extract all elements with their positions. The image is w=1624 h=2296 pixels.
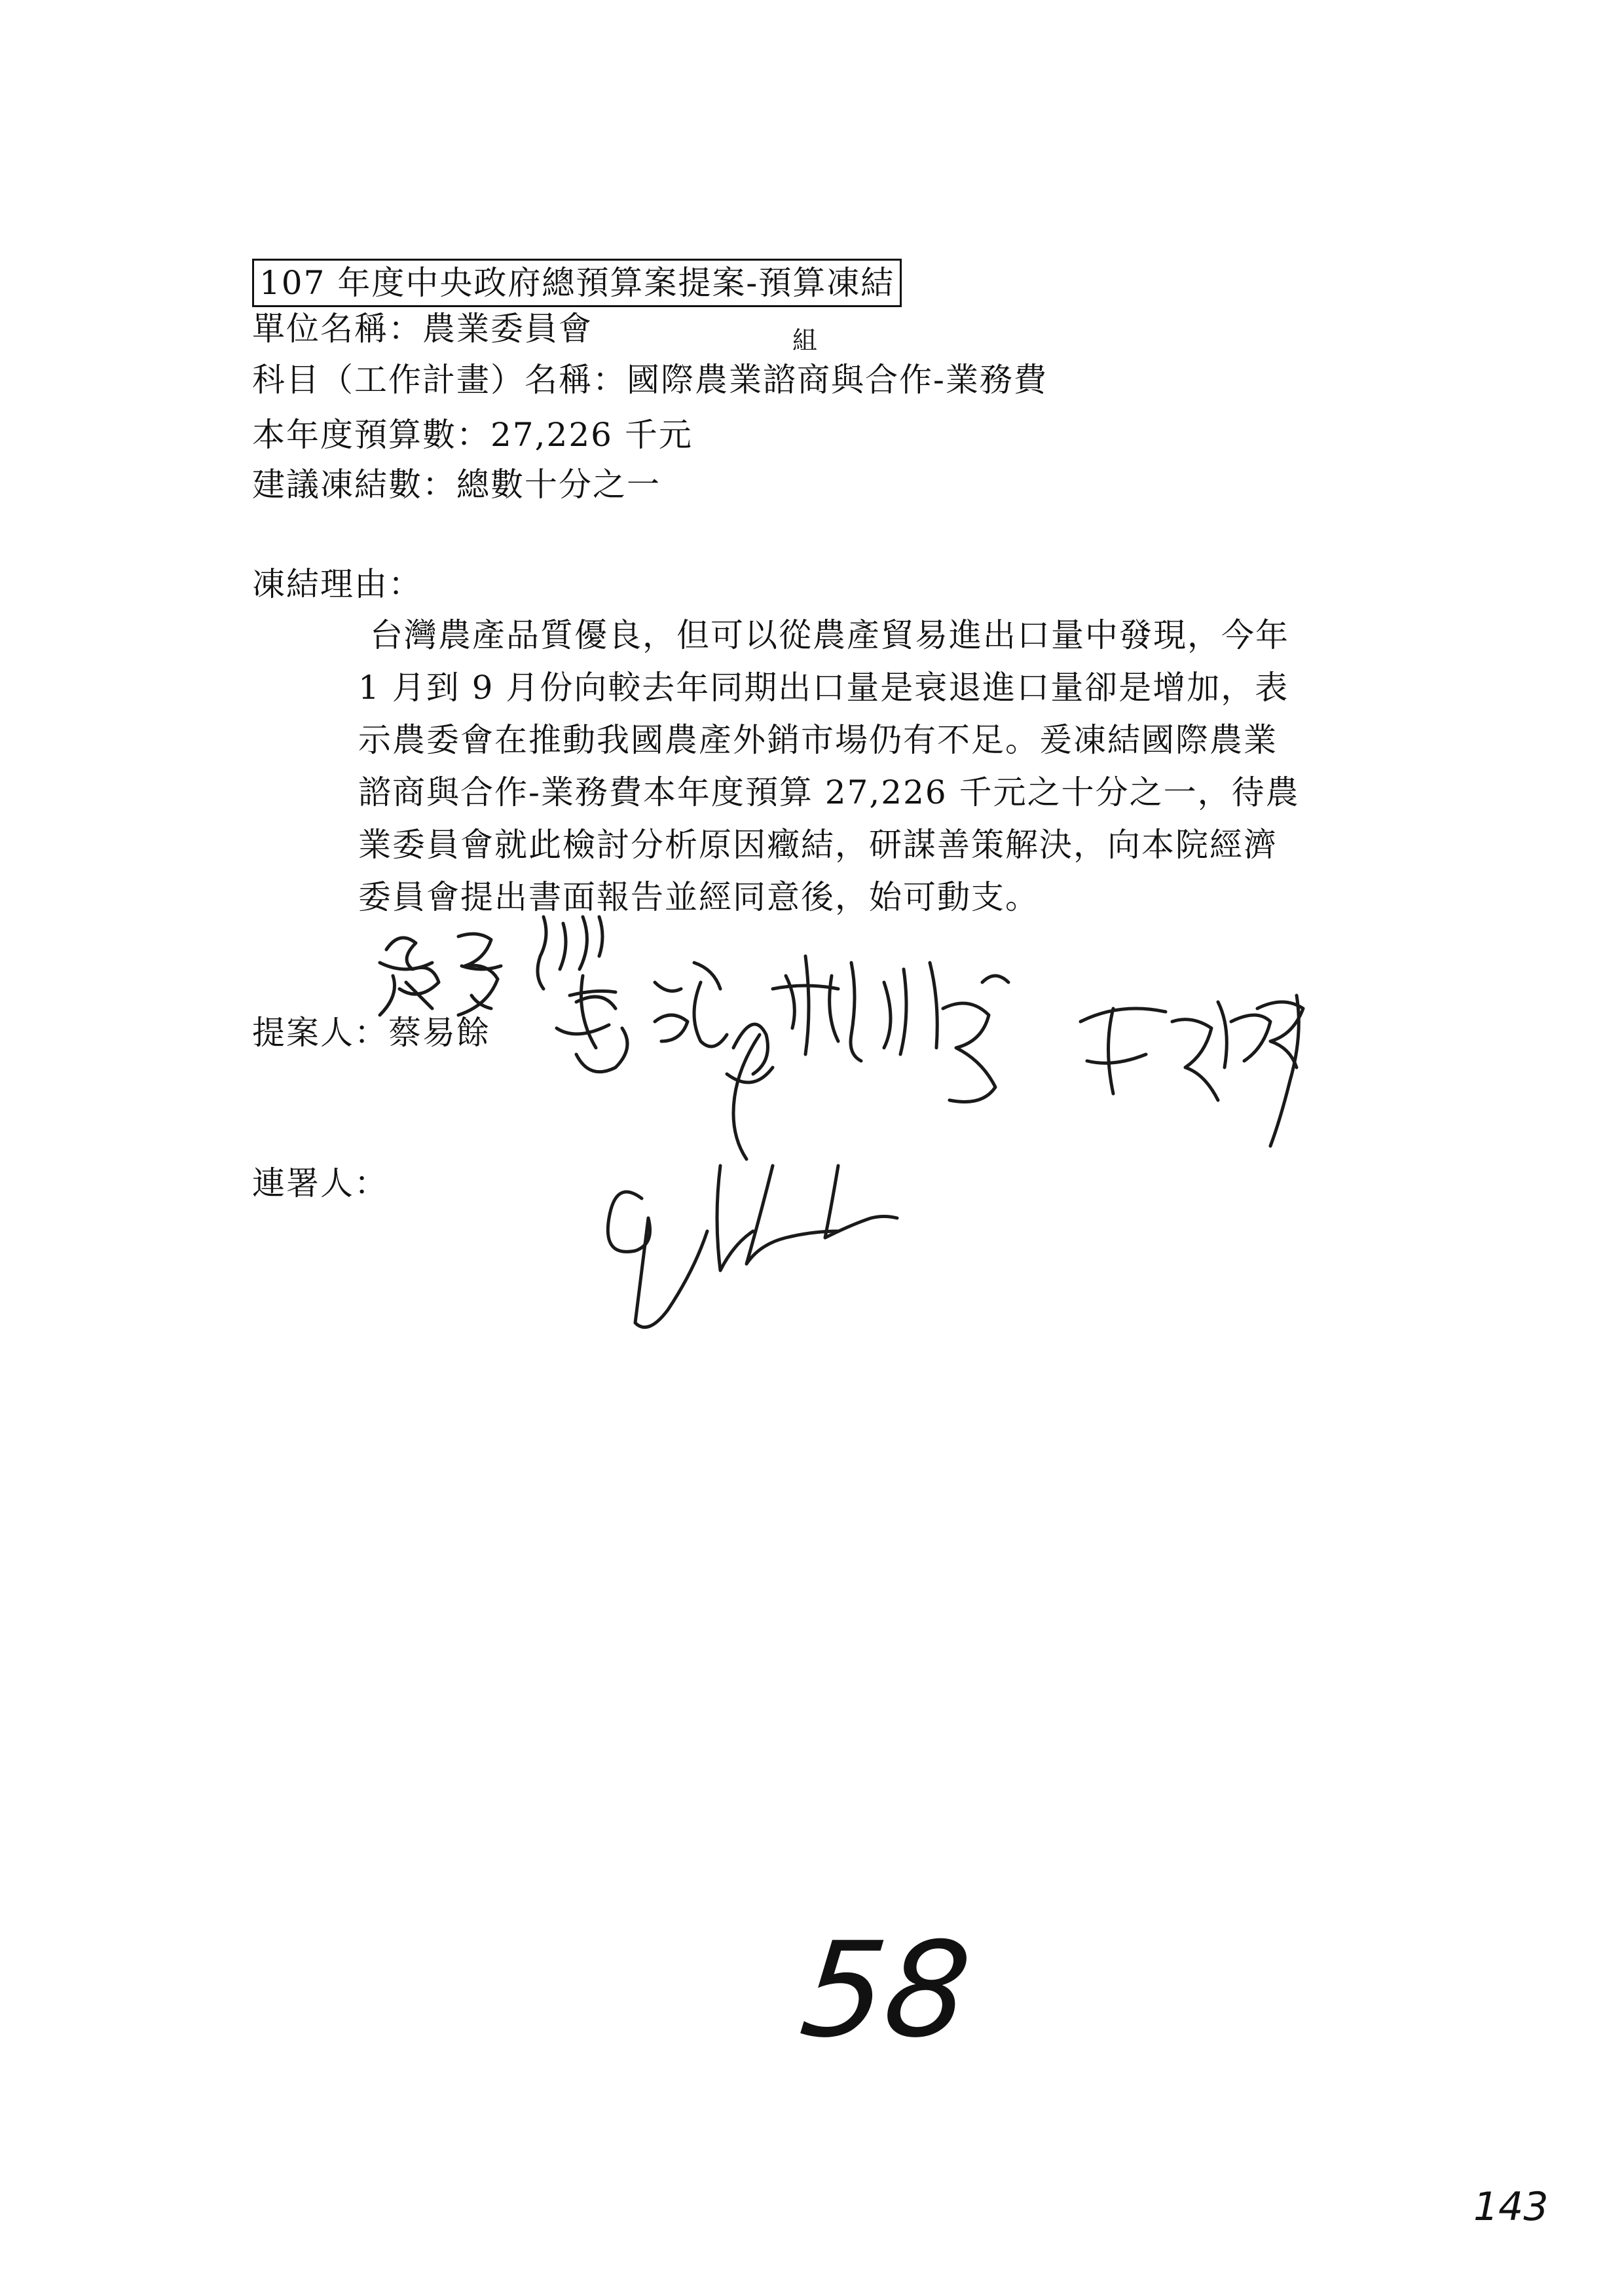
cosigner-label: 連署人：: [252, 1164, 388, 1202]
reason-line: 委員會提出書面報告並經同意後，始可動支。: [358, 878, 1039, 916]
signature-cosigner: [608, 1166, 897, 1327]
handwritten-insert-mark: 組: [792, 326, 818, 355]
page-number: 58: [794, 1914, 977, 2067]
reason-label: 凍結理由：: [252, 565, 422, 603]
signature-cai-yiyu: [380, 917, 602, 1015]
freeze-amount: 建議凍結數：總數十分之一: [252, 466, 661, 504]
reason-line: 示農委會在推動我國農產外銷市場仍有不足。爰凍結國際農業: [358, 721, 1278, 759]
signature-su-zhifen: [557, 963, 773, 1159]
corner-page-number: 143: [1473, 2184, 1549, 2230]
unit-name: 單位名稱：農業委員會: [252, 310, 593, 348]
reason-line: 諮商與合作-業務費本年度預算 27,226 千元之十分之一，待農: [358, 773, 1300, 811]
signature-huang-weizhe: [773, 956, 1008, 1102]
reason-line: 業委員會就此檢討分析原因癥結，研謀善策解決，向本院經濟: [358, 826, 1278, 864]
budget-amount: 本年度預算數：27,226 千元: [252, 416, 693, 454]
proposer-label: 提案人：蔡易餘: [252, 1014, 490, 1052]
reason-line: 台灣農產品質優良，但可以從農產貿易進出口量中發現，今年: [370, 616, 1289, 654]
subject-name: 科目（工作計畫）名稱：國際農業諮商與合作-業務費: [252, 361, 1048, 399]
document-title: 107 年度中央政府總預算案提案-預算凍結: [252, 259, 902, 307]
signature-qiu-zhiwei: [1080, 995, 1303, 1146]
reason-line: 1 月到 9 月份向較去年同期出口量是衰退進口量卻是增加，表: [358, 669, 1289, 707]
